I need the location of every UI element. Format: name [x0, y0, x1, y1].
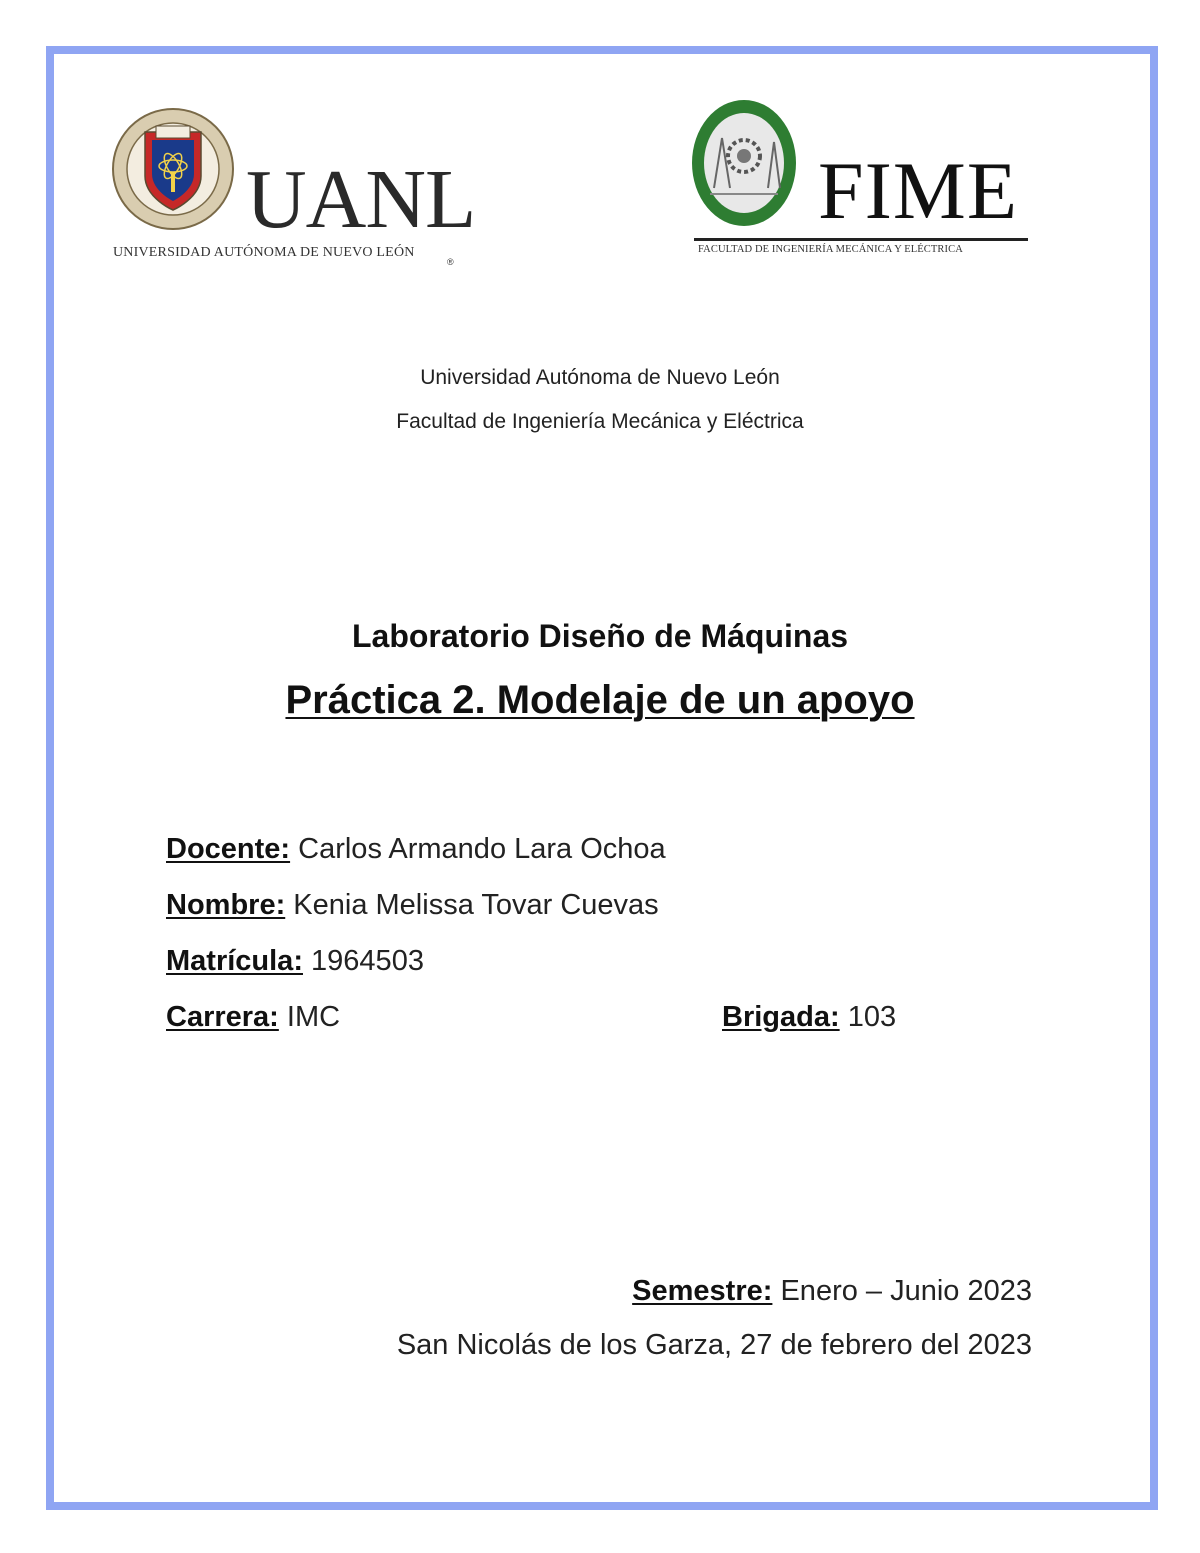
practice-title-text: Práctica 2. Modelaje de un apoyo	[285, 678, 915, 722]
semestre-label: Semestre:	[632, 1275, 773, 1307]
matricula-value: 1964503	[311, 945, 424, 977]
nombre-value: Kenia Melissa Tovar Cuevas	[293, 889, 659, 921]
docente-value: Carlos Armando Lara Ochoa	[298, 833, 666, 865]
fime-wordmark: FIME	[818, 145, 1018, 236]
fime-subtitle: FACULTAD DE INGENIERÍA MECÁNICA Y ELÉCTRICA	[698, 244, 963, 255]
faculty-name: Facultad de Ingeniería Mecánica y Eléctrica	[396, 410, 804, 433]
docente-label: Docente:	[166, 833, 291, 865]
field-carrera	[166, 1001, 340, 1034]
place-date: San Nicolás de los Garza, 27 de febrero del 2023	[396, 1329, 1032, 1361]
uanl-wordmark: UANL	[246, 153, 476, 246]
field-nombre	[166, 889, 659, 922]
fime-seal-icon	[690, 98, 798, 228]
carrera-value: IMC	[286, 1001, 341, 1033]
matricula-label: Matrícula:	[166, 945, 303, 977]
brigada-value: 103	[847, 1001, 897, 1033]
field-matricula	[166, 945, 424, 978]
field-semestre	[632, 1275, 1032, 1308]
field-docente	[166, 833, 666, 866]
brigada-label: Brigada:	[722, 1001, 840, 1033]
fime-divider	[694, 238, 1028, 241]
uanl-trademark: ®	[447, 257, 454, 267]
nombre-label: Nombre:	[166, 889, 286, 921]
uanl-subtitle: UNIVERSIDAD AUTÓNOMA DE NUEVO LEÓN	[113, 245, 415, 260]
field-brigada	[722, 1001, 896, 1034]
university-name: Universidad Autónoma de Nuevo León	[420, 366, 780, 389]
practice-title	[0, 678, 1200, 723]
uanl-seal-icon	[110, 106, 236, 232]
course-title: Laboratorio Diseño de Máquinas	[351, 618, 849, 654]
carrera-label: Carrera:	[166, 1001, 279, 1033]
semestre-value: Enero – Junio 2023	[780, 1275, 1032, 1307]
